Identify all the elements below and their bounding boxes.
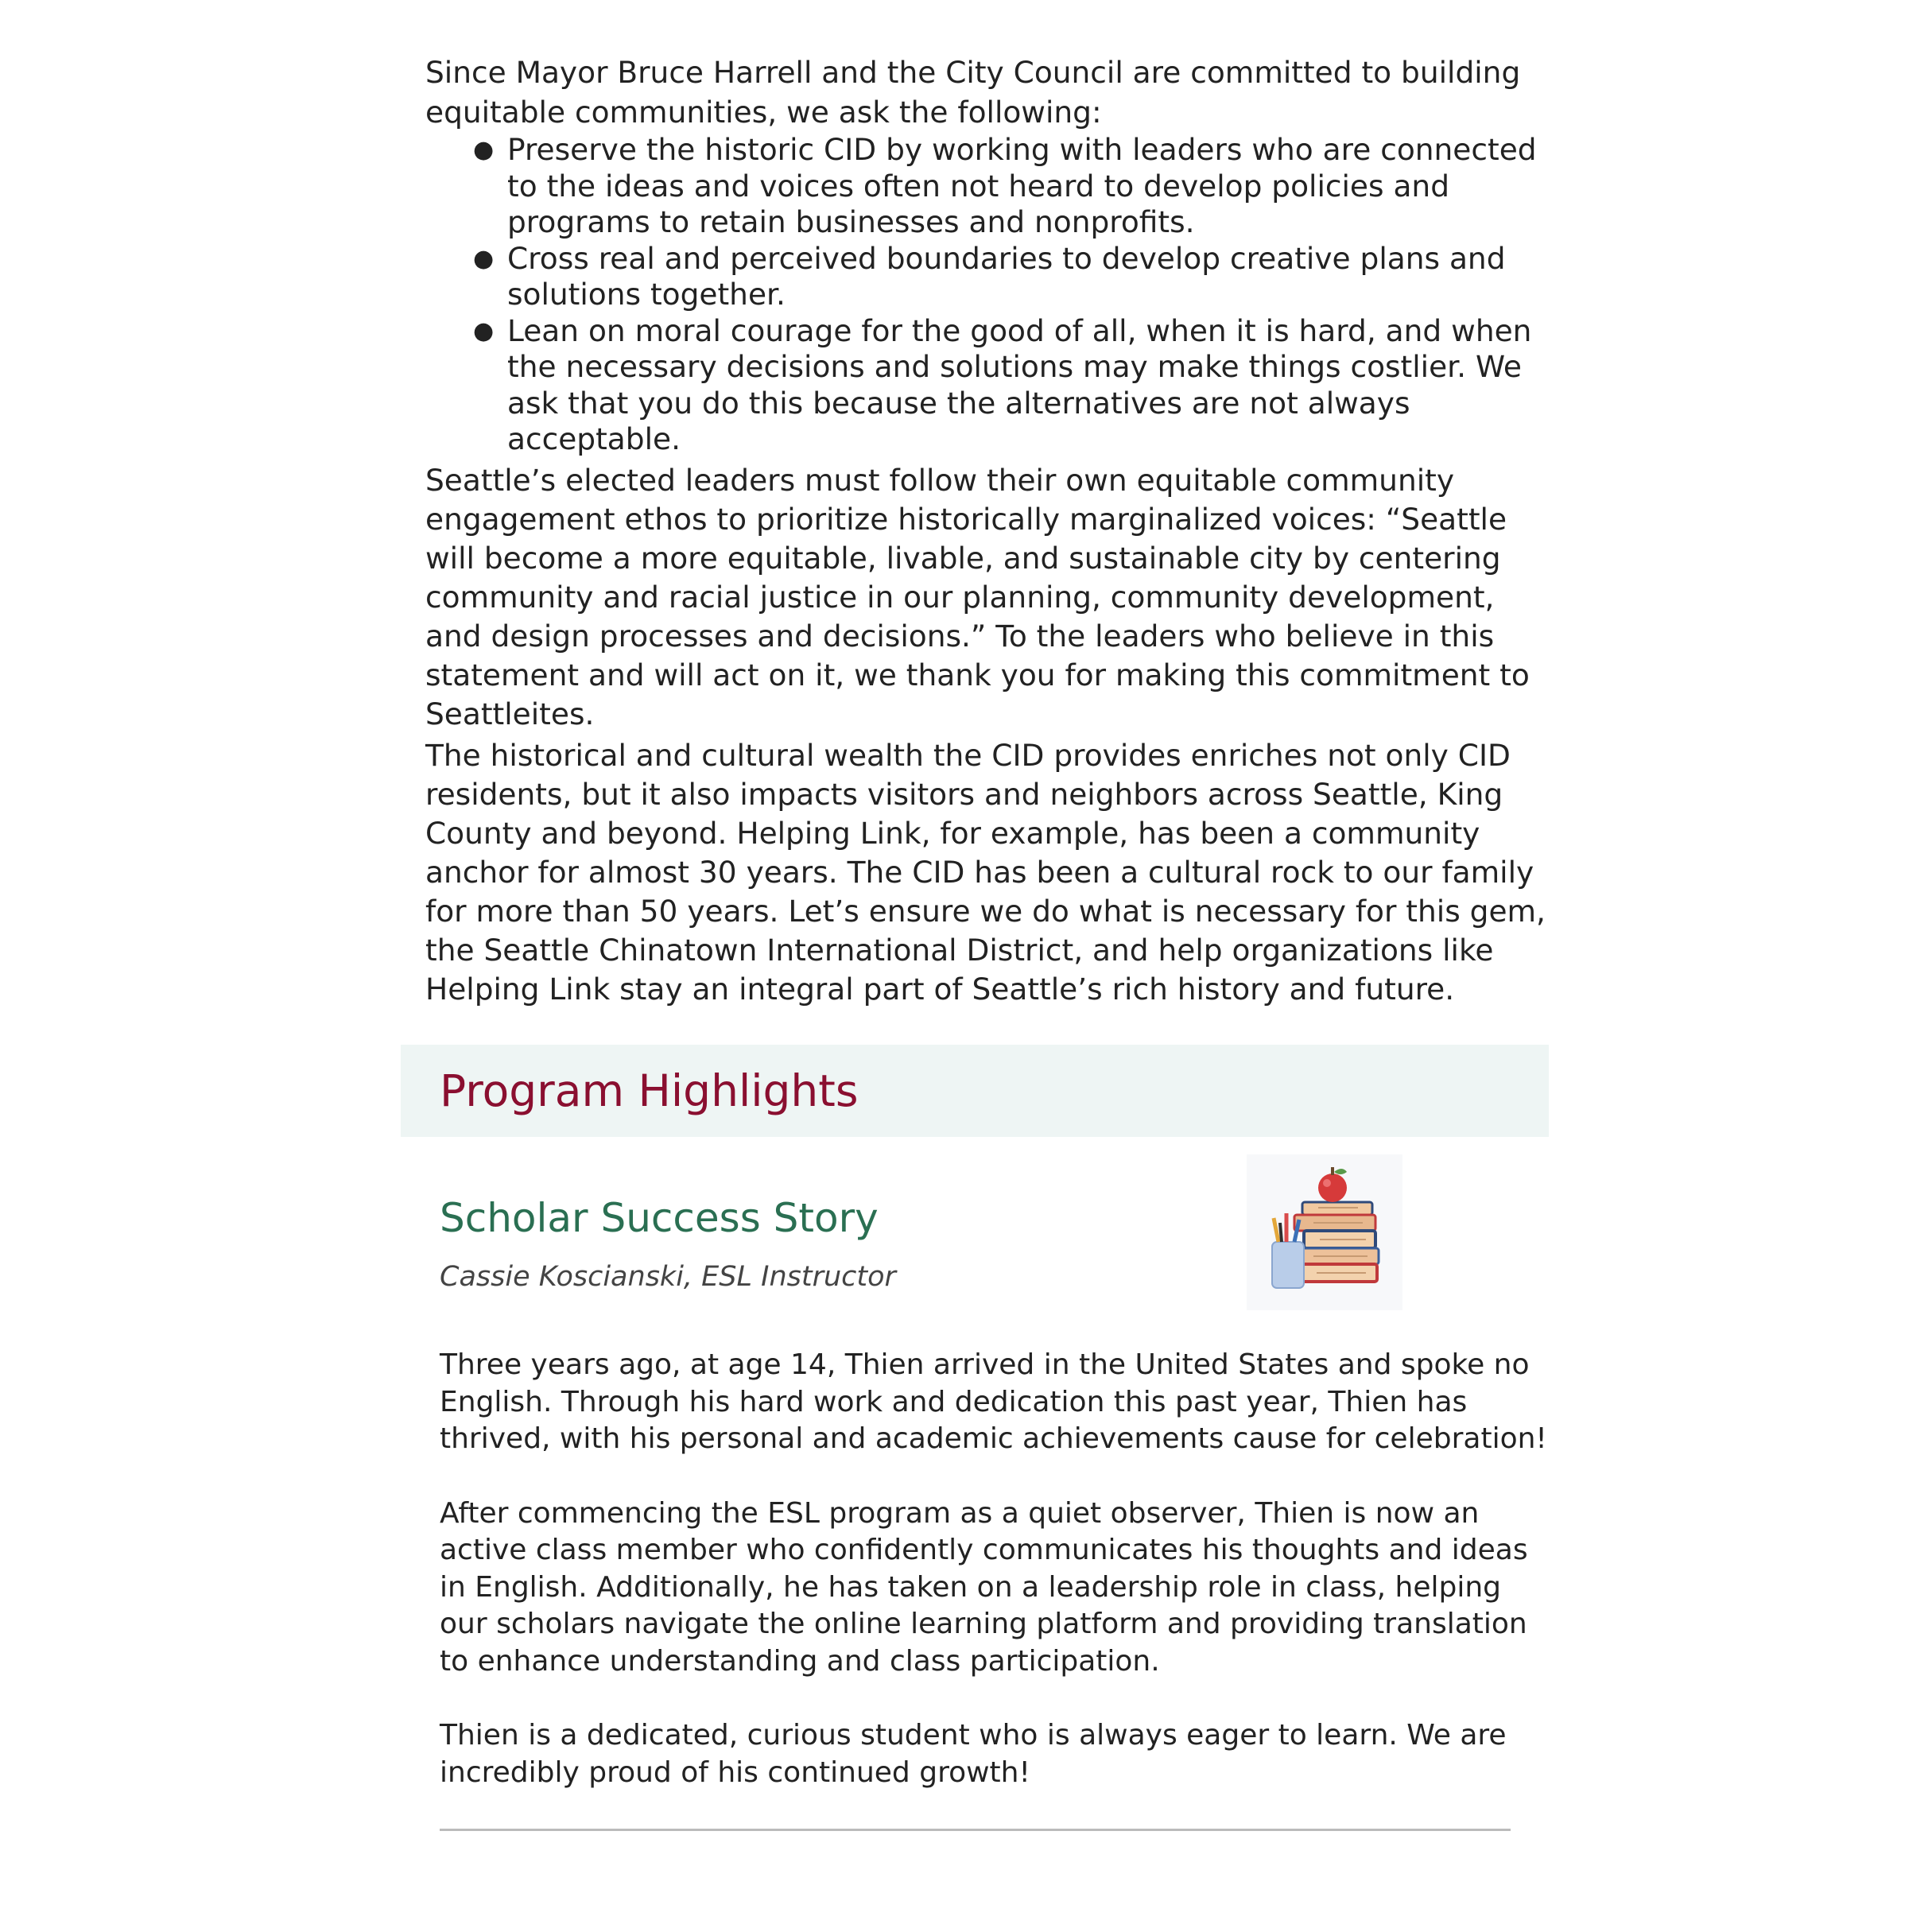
request-item-text: Preserve the historic CID by working with leaders who are connected to the ideas and voices often not heard to develop policies and programs to retain businesses and nonprofits. — [507, 132, 1537, 239]
section-heading: Program Highlights — [440, 1065, 859, 1116]
bullet-icon: ● — [473, 136, 495, 164]
story-paragraph: Thien is a dedicated, curious student who is always eager to learn. We are incredibly proud of his continued growth! — [440, 1719, 1507, 1789]
request-item-text: Cross real and perceived boundaries to develop creative plans and solutions together. — [507, 240, 1506, 312]
request-item — [473, 312, 1554, 458]
books-apple-pencils-icon — [1247, 1154, 1402, 1310]
story-title: Scholar Success Story — [440, 1195, 879, 1241]
story-byline: Cassie Koscianski, ESL Instructor — [440, 1261, 896, 1293]
section-divider — [440, 1829, 1511, 1831]
cultural-wealth-paragraph: The historical and cultural wealth the CID provides enriches not only CID residents, but it also impacts visitors and neighbors across Seattle, King County and beyond. Helping Link, for example, has been a community anchor for almost 30 years. The CID has been a cultural rock to our family for more than 50 years. Let’s ensure we do what is necessary for this gem, the Seattle Chinatown International District, and help organizations like Helping Link stay an integral part of Seattle’s rich history and future. — [425, 738, 1546, 1007]
story-body — [440, 1347, 1553, 1829]
intro-section — [425, 52, 1554, 458]
request-list — [425, 132, 1554, 458]
story-paragraph: Three years ago, at age 14, Thien arrived in the United States and spoke no English. Through his hard work and dedication this past year, Thien has thrived, with his personal and academic achievements cause for celebration! — [440, 1348, 1547, 1455]
engagement-paragraph: Seattle’s elected leaders must follow their own equitable community engagement ethos to prioritize historically marginalized voices: “Seattle will become a more equitable, livable, and sustainable city by centering community and racial justice in our planning, community development, and design processes and decisions.” To the leaders who believe in this statement and will act on it, we thank you for making this commitment to Seattleites. — [425, 463, 1530, 731]
program-highlights-banner — [401, 1045, 1549, 1137]
bullet-icon: ● — [473, 316, 495, 345]
intro-lead: Since Mayor Bruce Harrell and the City Council are committed to building equitable communities, we ask the following: — [425, 55, 1521, 130]
request-item-text: Lean on moral courage for the good of all, when it is hard, and when the necessary decisions and solutions may make things costlier. We ask that you do this because the alternatives are not always acceptable. — [507, 312, 1532, 456]
story-paragraph: After commencing the ESL program as a quiet observer, Thien is now an active class member who confidently communicates his thoughts and ideas in English. Additionally, he has taken on a leadership role in class, helping our scholars navigate the online learning platform and providing translation to enhance understanding and class participation. — [440, 1496, 1528, 1678]
request-item — [473, 132, 1554, 241]
request-item — [473, 240, 1554, 313]
bullet-icon: ● — [473, 244, 495, 273]
